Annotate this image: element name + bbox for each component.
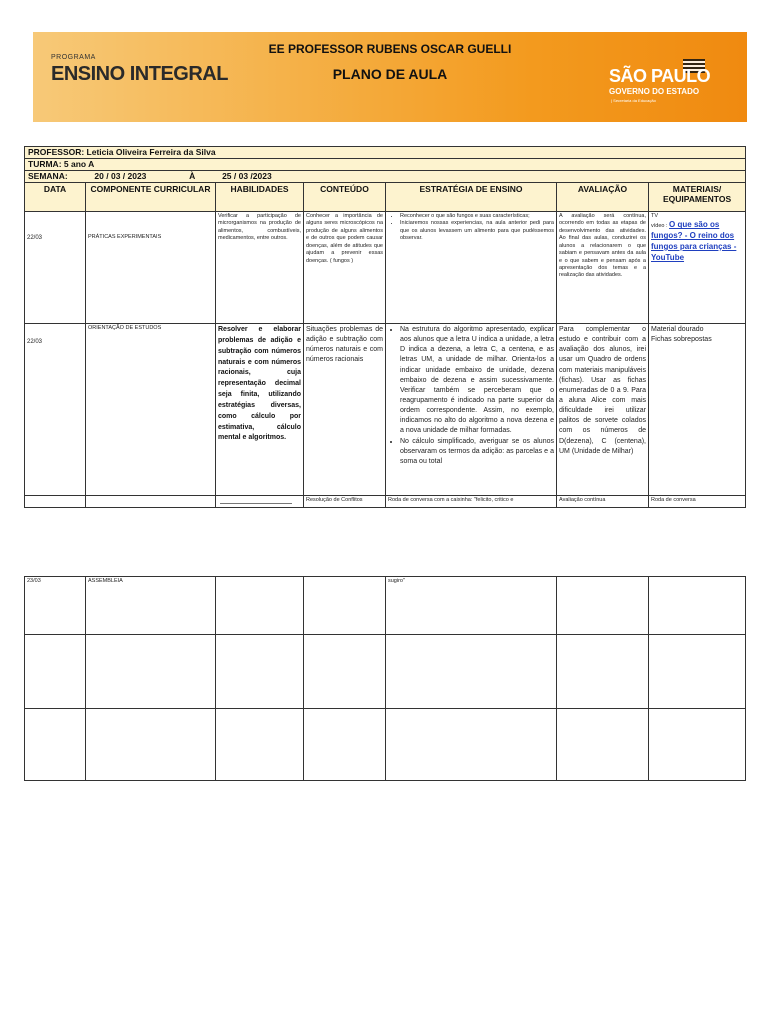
- row1-materials: [649, 212, 746, 324]
- table-row: [25, 577, 746, 635]
- professor-field: PROFESSOR: Leticia Oliveira Ferreira da Silva: [25, 147, 746, 159]
- row1-evaluation: A avaliação será contínua, ocorrendo em todas as etapas de desenvolvimento das atividades. Ao final das aulas, conduzirei os alunos a relacionarem o que sabiam e pensavam antes da aula e o que sabem e pensam após a apresentação dos temas e a realização das atividades.: [557, 212, 649, 324]
- col-header-avaliacao: AVALIAÇÃO: [557, 183, 649, 212]
- school-name: EE PROFESSOR RUBENS OSCAR GUELLI: [268, 42, 512, 56]
- page2-strategy: sugiro": [386, 577, 557, 635]
- table-row: [25, 212, 746, 324]
- lesson-plan-table: [24, 146, 746, 508]
- row2-evaluation: Para complementar o estudo e contribuir com a avaliação dos alunos, irei usar um Quadro de ordens com materiais manipuláveis (fichas). Usar as fichas enumeradas de 0 a 9. Para a aluna Alice com mais dificuldade irei utilizar palitos de sorvete colados com os números de D(dezena), C (centena), UM (Unidade de Milhar): [557, 324, 649, 496]
- class-field: TURMA: 5 ano A: [25, 159, 746, 171]
- youtube-link[interactable]: O que são os fungos? - O reino dos fungos para crianças - YouTube: [651, 220, 737, 262]
- row2-content: Situações problemas de adição e subtração com números naturais e com números racionais: [304, 324, 386, 496]
- materials-tv: TV: [651, 213, 659, 219]
- list-item: • Iniciaremos nossas experiencias, na aula anterior pedi para que os alunos levassem um alimento para que pudéssemos observar.: [400, 220, 554, 242]
- table-row: [25, 496, 746, 508]
- row1-content: Conhecer a importância de alguns seres microscópicos na produção de alguns alimentos e de outros que podem causar doenças, além de atitudes que ajudam a prevenir essas doenças. ( fungos ): [304, 212, 386, 324]
- row2-component: ORIENTAÇÃO DE ESTUDOS: [86, 324, 216, 496]
- col-header-conteudo: CONTEÚDO: [304, 183, 386, 212]
- week-label: SEMANA:: [28, 171, 68, 181]
- page2-component: ASSEMBLEIA: [86, 577, 216, 635]
- row2-strategy: [386, 324, 557, 496]
- col-header-data: DATA: [25, 183, 86, 212]
- list-item: • No cálculo simplificado, averiguar se os alunos observaram os termos da adição: as parcelas e a soma ou total: [400, 437, 554, 467]
- program-label: PROGRAMA: [51, 54, 96, 61]
- row2-skills: Resolver e elaborar problemas de adição e subtração com números naturais e com números racionais, cuja representação decimal seja finita, utilizando estratégias diversas, como cálculo por estimativa, cálculo mental e algoritmos.: [216, 324, 304, 496]
- table-row: [25, 635, 746, 709]
- col-header-habilidades: HABILIDADES: [216, 183, 304, 212]
- list-item: • Reconhecer o que são fungos e suas características;: [400, 213, 554, 220]
- materials-video-label: vídeo :: [651, 223, 668, 230]
- program-logo: ENSINO INTEGRAL: [51, 63, 228, 85]
- government-subtitle: GOVERNO DO ESTADO: [609, 87, 700, 96]
- col-header-componente: COMPONENTE CURRICULAR: [86, 183, 216, 212]
- materials-item: Material dourado: [651, 326, 704, 333]
- government-logo: SÃO PAULO: [609, 66, 711, 86]
- row2-date: 22/03: [25, 324, 86, 496]
- secretariat-label: | Secretaria da Educação: [611, 98, 656, 103]
- page2-date: 23/03: [25, 577, 86, 635]
- week-separator: À: [189, 171, 196, 181]
- page-title: PLANO DE AULA: [332, 66, 448, 82]
- table-row: [25, 324, 746, 496]
- row2-materials: [649, 324, 746, 496]
- row1-skills: Verificar a participação de microrganismos na produção de alimentos, combustíveis, medicamentos, entre outros.: [216, 212, 304, 324]
- row3-materials: Roda de conversa: [649, 496, 746, 508]
- week-field: [25, 171, 746, 183]
- table-row: [25, 709, 746, 781]
- lesson-plan-table-continued: [24, 576, 746, 781]
- row3-content: Resolução de Conflitos: [304, 496, 386, 508]
- row1-date: 22/03: [25, 212, 86, 324]
- col-header-estrategia: ESTRATÉGIA DE ENSINO: [386, 183, 557, 212]
- row3-strategy: Roda de conversa com a caixinha: "felicito, critico e: [386, 496, 557, 508]
- week-end: 25 / 03 /2023: [222, 171, 272, 181]
- materials-item: Fichas sobrepostas: [651, 336, 712, 344]
- header-banner: [33, 32, 747, 122]
- row1-strategy: [386, 212, 557, 324]
- row3-evaluation: Avaliação contínua: [557, 496, 649, 508]
- row1-component: PRÁTICAS EXPERIMENTAIS: [86, 212, 216, 324]
- col-header-materiais: MATERIAIS/ EQUIPAMENTOS: [649, 183, 746, 212]
- week-start: 20 / 03 / 2023: [94, 171, 147, 181]
- list-item: • Na estrutura do algoritmo apresentado, explicar aos alunos que a letra U indica a unidade, a letra D indica a dezena, a letra C, a centena, e as letras UM, a unidade de milhar. Orienta-los a indicar unidade embaixo de unidade, dezena embaixo de dezena e assim sucessivamente. Verificar também se perceberam que o reagrupamento é indicado na parte superior da ordem correspondente. Assim, no exemplo, indicamos no alto do algoritmo a nova dezena e a nova unidade de milhar formadas.: [400, 325, 554, 437]
